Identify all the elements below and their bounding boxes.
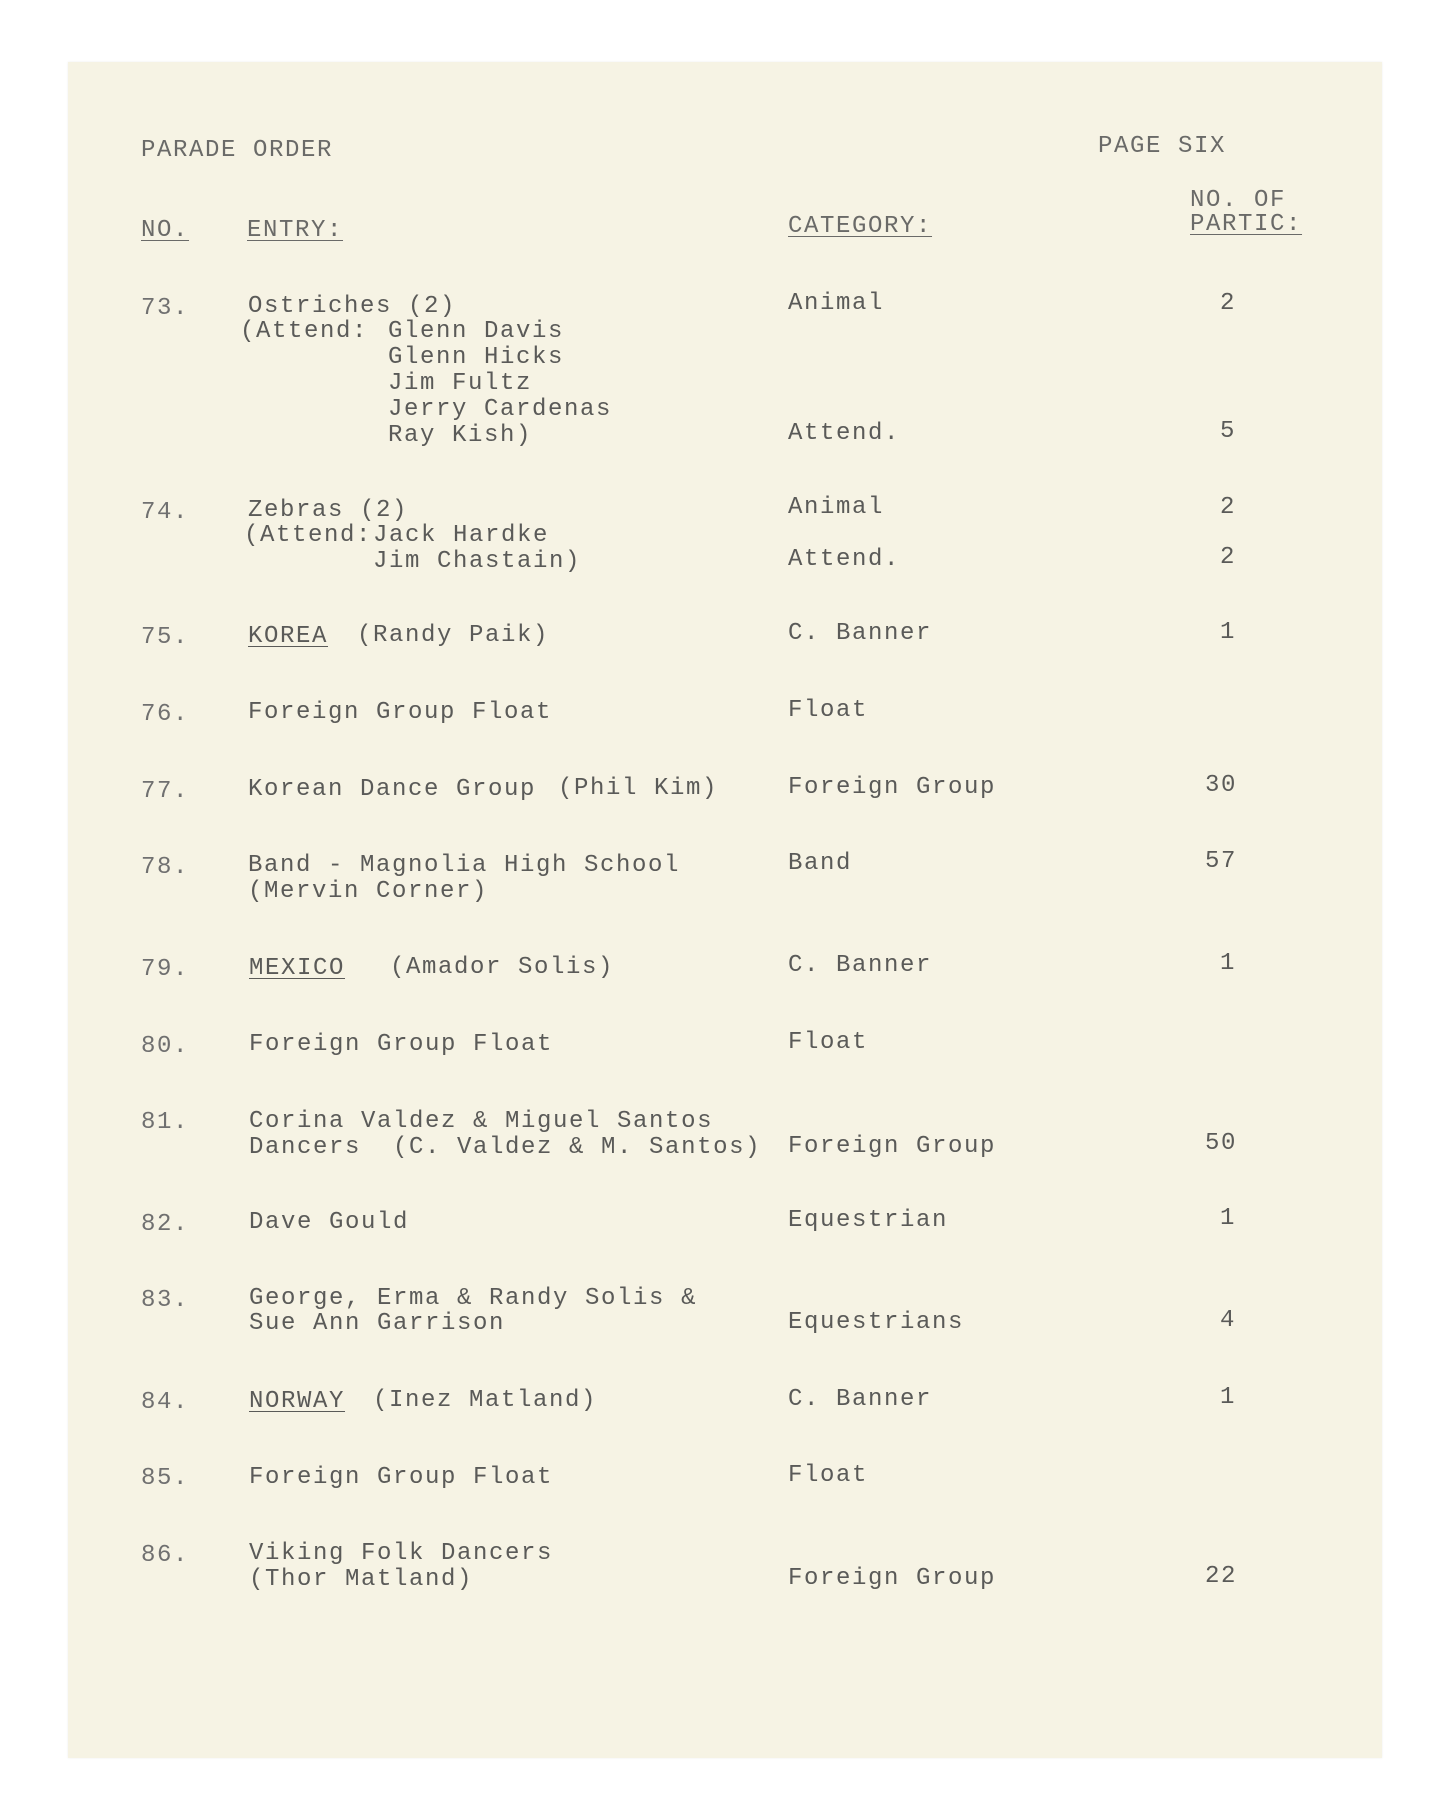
- entry-category: Equestrian: [788, 1207, 949, 1234]
- attend-label: (Attend:: [244, 522, 373, 549]
- entry-name: Ostriches (2): [248, 293, 457, 320]
- entry-contact: (Phil Kim): [558, 775, 719, 802]
- attendee: Glenn Davis: [388, 318, 565, 345]
- attendee: Jim Chastain): [373, 548, 582, 575]
- country-name: KOREA: [248, 623, 329, 650]
- entry-number: 84.: [141, 1389, 190, 1416]
- attendee: Jack Hardke: [373, 522, 550, 549]
- entry-number: 86.: [141, 1542, 190, 1569]
- document-title: PARADE ORDER: [141, 137, 334, 164]
- entry-number: 73.: [141, 295, 190, 322]
- entry-category: Animal: [788, 494, 885, 521]
- entry-name-line2: (Mervin Corner): [248, 878, 489, 905]
- entry-category-attend: Attend.: [788, 420, 901, 447]
- attendee: Glenn Hicks: [388, 344, 565, 371]
- entry-category: Equestrians: [788, 1309, 965, 1336]
- country-name: MEXICO: [249, 955, 346, 982]
- entry-name: Korean Dance Group: [248, 776, 537, 803]
- entry-name: Corina Valdez & Miguel Santos: [249, 1108, 714, 1135]
- entry-count: 1: [1219, 950, 1236, 977]
- entry-number: 78.: [141, 854, 190, 881]
- entry-count: 4: [1219, 1307, 1236, 1334]
- entry-category: Foreign Group: [788, 774, 997, 801]
- entry-category: C. Banner: [788, 620, 933, 647]
- attendee: Jim Fultz: [388, 370, 533, 397]
- entry-category: C. Banner: [788, 1386, 933, 1413]
- entry-count: 2: [1219, 290, 1236, 317]
- entry-name: George, Erma & Randy Solis &: [249, 1285, 698, 1312]
- entry-name: Foreign Group Float: [249, 1464, 554, 1491]
- entry-category: Float: [788, 1029, 869, 1056]
- attendee: Ray Kish): [388, 422, 533, 449]
- entry-count: 57: [1204, 848, 1237, 875]
- entry-number: 81.: [141, 1109, 190, 1136]
- entry-category-attend: Attend.: [788, 546, 901, 573]
- entry-name: Foreign Group Float: [249, 1031, 554, 1058]
- entry-name-line2: Dancers (C. Valdez & M. Santos): [249, 1134, 762, 1161]
- attendee: Jerry Cardenas: [388, 396, 613, 423]
- page-label: PAGE SIX: [1098, 133, 1227, 160]
- column-entry: ENTRY:: [247, 217, 344, 244]
- entry-number: 74.: [141, 499, 190, 526]
- entry-number: 76.: [141, 701, 190, 728]
- entry-category: Foreign Group: [788, 1133, 997, 1160]
- attend-label: (Attend:: [240, 318, 369, 345]
- entry-contact: (Amador Solis): [390, 954, 615, 981]
- entry-number: 79.: [141, 956, 190, 983]
- entry-count: 1: [1219, 1205, 1236, 1232]
- column-partic-line1: NO. OF: [1190, 187, 1287, 214]
- entry-category: Foreign Group: [788, 1565, 997, 1592]
- entry-count: 1: [1219, 619, 1236, 646]
- entry-category: Band: [788, 850, 853, 877]
- entry-category: C. Banner: [788, 952, 933, 979]
- entry-name: Viking Folk Dancers: [249, 1540, 554, 1567]
- entry-category: Animal: [788, 290, 885, 317]
- entry-contact: (Randy Paik): [357, 622, 550, 649]
- entry-number: 80.: [141, 1033, 190, 1060]
- entry-category: Float: [788, 697, 869, 724]
- entry-name: Band - Magnolia High School: [248, 852, 681, 879]
- entry-count: 2: [1219, 494, 1236, 521]
- column-category: CATEGORY:: [788, 213, 933, 240]
- entry-count-attend: 5: [1219, 418, 1236, 445]
- country-name: NORWAY: [249, 1388, 346, 1415]
- entry-number: 82.: [141, 1211, 190, 1238]
- column-no: NO.: [141, 217, 190, 244]
- entry-count: 30: [1204, 772, 1237, 799]
- entry-name: Dave Gould: [249, 1209, 410, 1236]
- entry-name: Zebras (2): [248, 497, 409, 524]
- entry-number: 83.: [141, 1287, 190, 1314]
- entry-category: Float: [788, 1462, 869, 1489]
- entry-name: Foreign Group Float: [248, 699, 553, 726]
- entry-count: 22: [1204, 1563, 1237, 1590]
- column-partic-line2: PARTIC:: [1190, 211, 1303, 238]
- entry-count: 1: [1219, 1384, 1236, 1411]
- entry-contact: (Inez Matland): [373, 1387, 598, 1414]
- entry-number: 85.: [141, 1465, 190, 1492]
- entry-name-line2: (Thor Matland): [249, 1566, 474, 1593]
- entry-number: 75.: [141, 624, 190, 651]
- entry-number: 77.: [141, 778, 190, 805]
- entry-name-line2: Sue Ann Garrison: [249, 1310, 506, 1337]
- entry-count-attend: 2: [1219, 544, 1236, 571]
- entry-count: 50: [1204, 1130, 1237, 1157]
